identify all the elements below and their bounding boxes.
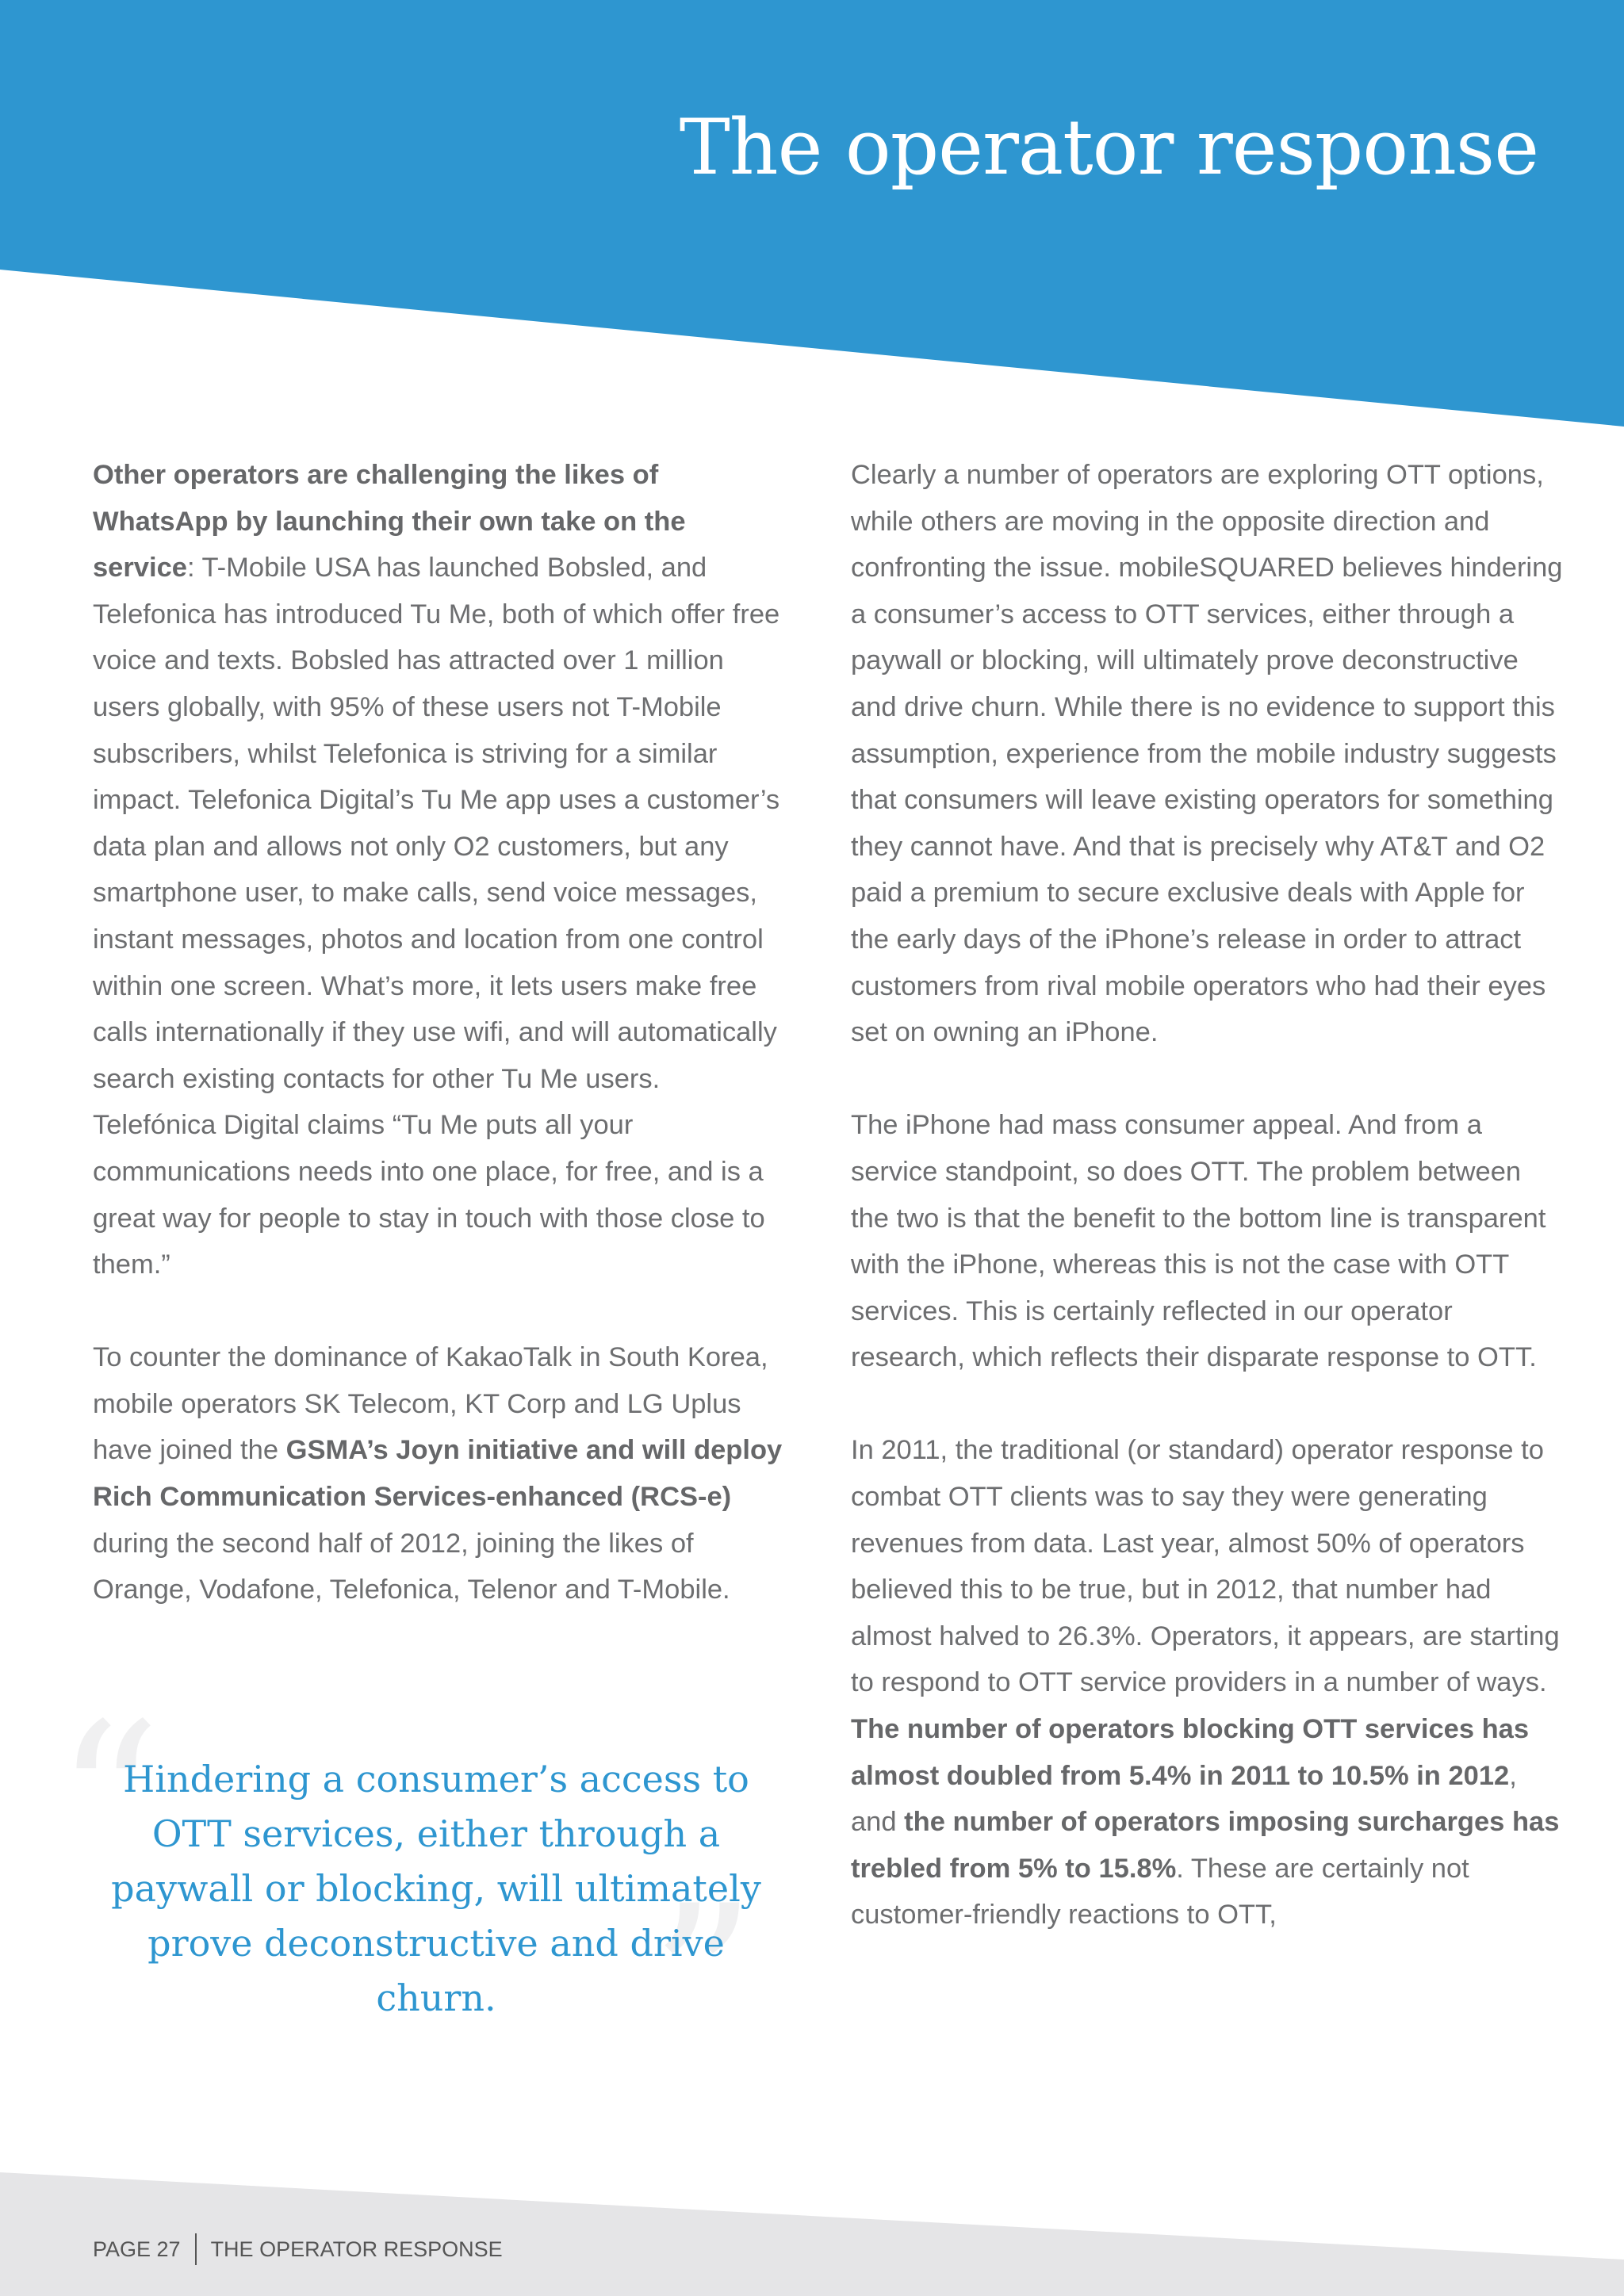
paragraph-kakaotalk-joyn — [93, 1334, 783, 1613]
paragraph-text: : T-Mobile USA has launched Bobsled, and Telefonica has introduced Tu Me, both of which offer free voice and texts. Bobsled has attracted over 1 million users globally, with 95% of these users not T-Mobile subscribers, whilst Telefonica is striving for a similar impact. Telefonica Digital’s Tu Me app uses a customer’s data plan and allows not only O2 customers, but any smartphone user, to make calls, send voice messages, instant messages, photos and location from one control within one screen. What’s more, it lets users make free calls internationally if they use wifi, and will automatically search existing contacts for other Tu Me users. Telefónica Digital claims “Tu Me puts all your communications needs into one place, for free, and is a great way for people to stay in touch with those close to them.” — [93, 553, 780, 1280]
paragraph-text-before: In 2011, the traditional (or standard) operator response to combat OTT clients was to say they were generating revenues from data. Last year, almost 50% of operators believed this to be true, but in 2012, that number had almost halved to 26.3%. Operators, it appears, are starting to respond to OTT service providers in a number of ways. — [851, 1435, 1560, 1698]
close-quote-mark-icon: ” — [650, 1862, 756, 2102]
header-banner — [0, 0, 1624, 444]
paragraph-text-mid: , and — [851, 1760, 1517, 1838]
paragraph-bold-surcharges: the number of operators imposing surcharges has trebled from 5% to 15.8% — [851, 1807, 1560, 1884]
footer-divider — [195, 2233, 197, 2265]
left-column — [93, 452, 783, 1659]
paragraph-text-before: To counter the dominance of KakaoTalk in South Korea, mobile operators SK Telecom, KT Corp and LG Uplus have joined the — [93, 1342, 768, 1466]
paragraph-bold-blocking: The number of operators blocking OTT services has almost doubled from 5.4% in 2011 to 10.5% in 2012 — [851, 1714, 1530, 1791]
page-footer — [93, 2233, 503, 2265]
page-title: The operator response — [679, 103, 1538, 192]
paragraph-text-after: . These are certainly not customer-friendly reactions to OTT, — [851, 1853, 1469, 1931]
right-column — [851, 452, 1565, 1985]
section-name: THE OPERATOR RESPONSE — [210, 2237, 503, 2261]
paragraph-tu-me-bobsled — [93, 452, 783, 1288]
pull-quote-text: Hindering a consumer’s access to OTT services, either through a paywall or blocking, will ultimately prove deconstructive and drive churn. — [111, 1758, 761, 2019]
paragraph-bold-lead: Other operators are challenging the likes of WhatsApp by launching their own take on the service — [93, 460, 686, 584]
paragraph-bold-joyn: GSMA’s Joyn initiative and will deploy Rich Communication Services-enhanced (RCS-e) — [93, 1435, 783, 1513]
pull-quote-block — [56, 1680, 785, 2102]
paragraph-2011-response — [851, 1427, 1565, 1938]
open-quote-mark-icon: “ — [56, 1680, 161, 1919]
page-number: PAGE 27 — [93, 2237, 181, 2261]
paragraph-exploring-ott: Clearly a number of operators are exploring OTT options, while others are moving in the opposite direction and confronting the issue. mobileSQUARED believes hindering a consumer’s access to OTT services, either through a paywall or blocking, will ultimately prove deconstructive and drive churn. While there is no evidence to support this assumption, experience from the mobile industry suggests that consumers will leave existing operators for something they cannot have. And that is precisely why AT&T and O2 paid a premium to secure exclusive deals with Apple for the early days of the iPhone’s release in order to attract customers from rival mobile operators who had their eyes set on owning an iPhone. — [851, 460, 1563, 1048]
paragraph-text-after: during the second half of 2012, joining the likes of Orange, Vodafone, Telefonica, Telenor and T-Mobile. — [93, 1528, 730, 1605]
paragraph-iphone-appeal: The iPhone had mass consumer appeal. And from a service standpoint, so does OTT. The problem between the two is that the benefit to the bottom line is transparent with the iPhone, whereas this is not the case with OTT services. This is certainly reflected in our operator research, which reflects their disparate response to OTT. — [851, 1110, 1546, 1373]
header-banner-shape — [0, 0, 1624, 427]
